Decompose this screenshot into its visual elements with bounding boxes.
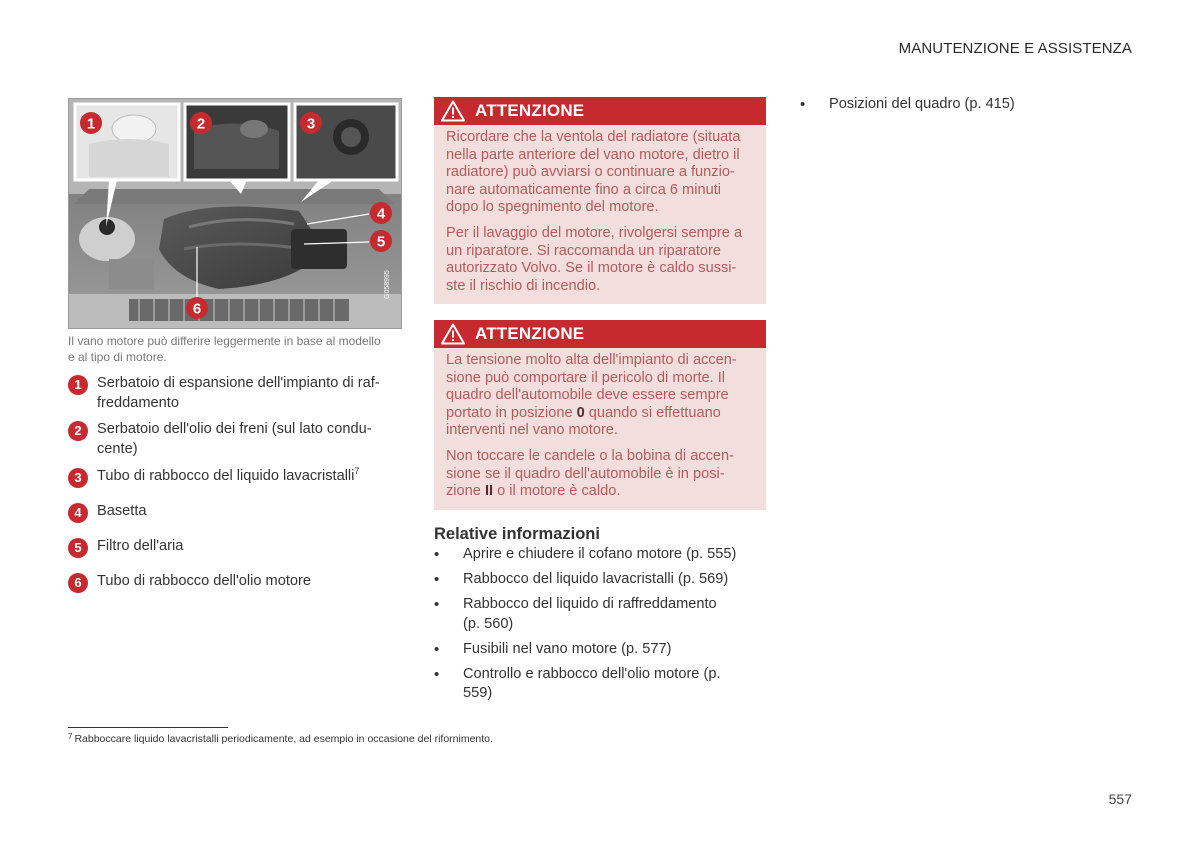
figure-code: G058995 bbox=[384, 270, 391, 299]
legend-text: Basetta bbox=[97, 503, 147, 519]
legend-list bbox=[68, 373, 398, 593]
footnote-ref: 7 bbox=[354, 466, 360, 476]
key-position-0: 0 bbox=[576, 404, 585, 421]
legend-number-badge: 5 bbox=[68, 538, 88, 558]
legend-number-badge: 1 bbox=[68, 375, 88, 395]
related-link[interactable]: • Rabbocco del liquido lavacristalli (p. 569) bbox=[434, 570, 764, 590]
related-info-title: Relative informazioni bbox=[434, 525, 600, 543]
marker-2-label: 2 bbox=[196, 115, 206, 133]
section-header: MANUTENZIONE E ASSISTENZA bbox=[898, 40, 1132, 57]
legend-number-badge: 4 bbox=[68, 503, 88, 523]
key-position-ii: II bbox=[484, 483, 494, 500]
legend-item bbox=[68, 373, 398, 413]
warning-box-1 bbox=[434, 97, 766, 304]
related-link[interactable]: • Aprire e chiudere il cofano motore (p. 555) bbox=[434, 545, 764, 565]
warning-paragraph: Ricordare che la ventola del radiatore (situata nella parte anteriore del vano motore, dietro il radiatore) può avviarsi o continuare a funzio-nare automaticamente fino a circa 6 minuti dopo lo spegnimento del motore. bbox=[446, 129, 741, 216]
marker-1-label: 1 bbox=[86, 115, 96, 133]
warning-title: ATTENZIONE bbox=[475, 324, 585, 343]
legend-item bbox=[68, 419, 398, 459]
legend-text: Serbatoio dell'olio dei freni (sul lato condu-cente) bbox=[97, 421, 372, 457]
legend-text: Filtro dell'aria bbox=[97, 538, 184, 554]
footnote-text: Rabboccare liquido lavacristalli periodicamente, ad esempio in occasione del rifornimento. bbox=[74, 733, 493, 745]
related-link[interactable]: • Fusibili nel vano motore (p. 577) bbox=[434, 640, 764, 660]
warning-triangle-icon bbox=[441, 323, 465, 345]
footnote-divider bbox=[68, 727, 228, 728]
warning-body bbox=[434, 125, 766, 304]
warning-paragraph: Per il lavaggio del motore, rivolgersi sempre a un riparatore. Si raccomanda un riparatore autorizzato Volvo. Se il motore è caldo sussi-ste il rischio di incendio. bbox=[446, 224, 743, 294]
warning-body bbox=[434, 348, 766, 510]
related-link[interactable]: • Controllo e rabbocco dell'olio motore (p. 559) bbox=[434, 665, 734, 704]
marker-5-label: 5 bbox=[376, 233, 386, 251]
engine-bay-image bbox=[69, 99, 401, 328]
legend-item bbox=[68, 536, 398, 558]
marker-3-label: 3 bbox=[306, 115, 316, 133]
legend-number-badge: 6 bbox=[68, 573, 88, 593]
warning-triangle-icon bbox=[441, 100, 465, 122]
figure-caption: Il vano motore può differire leggermente in base al modello e al tipo di motore. bbox=[68, 334, 381, 364]
legend-text: Tubo di rabbocco del liquido lavacristalli bbox=[97, 468, 355, 484]
legend-item bbox=[68, 501, 398, 523]
warning-paragraph: Non toccare le candele o la bobina di accen-sione se il quadro dell'automobile è in posi-zione II o il motore è caldo. bbox=[446, 447, 735, 500]
legend-number-badge: 3 bbox=[68, 468, 88, 488]
legend-item bbox=[68, 571, 398, 593]
related-link[interactable]: • Rabbocco del liquido di raffreddamento (p. 560) bbox=[434, 595, 734, 634]
legend-number-badge: 2 bbox=[68, 421, 88, 441]
footnote bbox=[68, 732, 493, 745]
warning-paragraph: La tensione molto alta dell'impianto di accen-sione può comportare il pericolo di morte. Il quadro dell'automobile deve essere sempre portato in posizione 0 quando si effettuano interventi nel vano motore. bbox=[446, 352, 737, 439]
related-info-list bbox=[434, 545, 764, 709]
related-info-list-continued bbox=[800, 95, 1140, 120]
warning-header bbox=[434, 320, 766, 348]
related-link[interactable]: • Posizioni del quadro (p. 415) bbox=[800, 95, 1140, 115]
footnote-marker: 7 bbox=[68, 732, 73, 741]
legend-item bbox=[68, 466, 398, 488]
warning-header bbox=[434, 97, 766, 125]
marker-6-label: 6 bbox=[192, 300, 202, 318]
page-number: 557 bbox=[1108, 791, 1132, 807]
warning-box-2 bbox=[434, 320, 766, 510]
warning-title: ATTENZIONE bbox=[475, 101, 585, 120]
engine-bay-figure bbox=[68, 98, 402, 329]
marker-4-label: 4 bbox=[376, 205, 386, 223]
legend-text: Tubo di rabbocco dell'olio motore bbox=[97, 573, 311, 589]
legend-text: Serbatoio di espansione dell'impianto di raf-freddamento bbox=[97, 375, 380, 411]
